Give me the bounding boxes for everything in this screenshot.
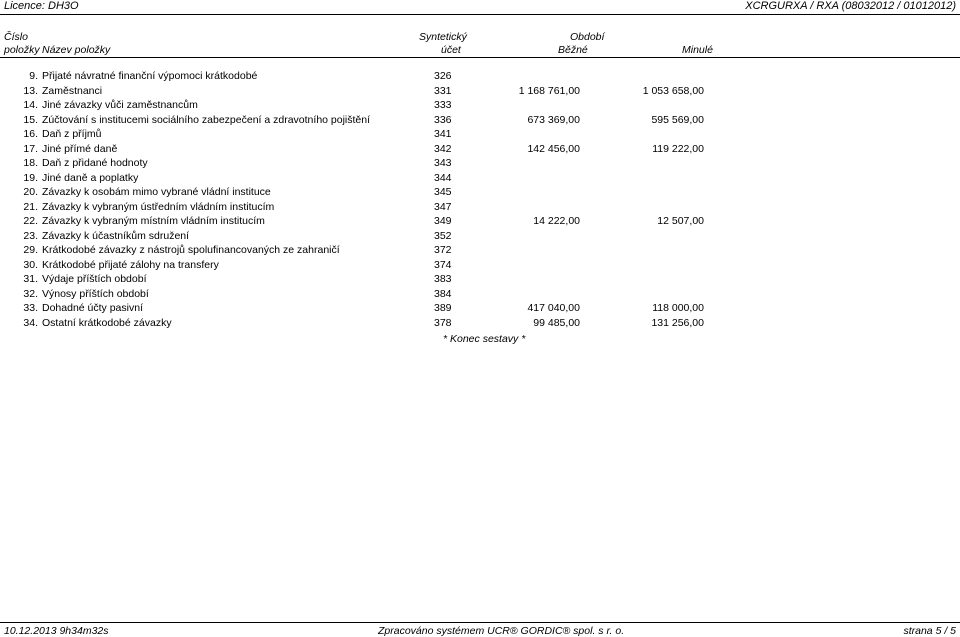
license-label: Licence: DH3O <box>4 0 79 12</box>
table-row <box>0 143 960 158</box>
row-minule-value: 119 222,00 <box>652 142 704 155</box>
report-code: XCRGURXA / RXA (08032012 / 01012012) <box>745 0 956 12</box>
row-number: 19. <box>23 171 38 184</box>
row-name: Jiné závazky vůči zaměstnancům <box>42 99 198 111</box>
row-number: 20. <box>23 186 38 198</box>
row-number: 9. <box>29 70 38 82</box>
report-top-bar <box>0 0 960 14</box>
row-number: 16. <box>23 128 38 140</box>
row-number: 31. <box>23 273 38 285</box>
row-bezne-value: 673 369,00 <box>527 113 580 126</box>
table-row <box>0 302 960 317</box>
row-account: 352 <box>434 229 452 242</box>
row-account: 342 <box>434 142 452 155</box>
col-bezne: Běžné <box>558 44 588 56</box>
row-bezne-value: 417 040,00 <box>527 302 580 314</box>
table-row <box>0 273 960 288</box>
row-account: 341 <box>434 128 452 140</box>
row-account: 378 <box>434 316 452 329</box>
row-account: 336 <box>434 113 452 126</box>
row-name: Ostatní krátkodobé závazky <box>42 316 172 329</box>
row-number: 22. <box>23 215 38 227</box>
table-row <box>0 172 960 187</box>
row-name: Výnosy příštích období <box>42 287 149 300</box>
row-name: Zúčtování s institucemi sociálního zabezpečení a zdravotního pojištění <box>42 113 371 126</box>
footer-processed-by: Zpracováno systémem UCR® GORDIC® spol. s r. o. <box>378 625 625 637</box>
row-account: 383 <box>434 273 452 285</box>
header-divider <box>0 57 960 58</box>
row-account: 326 <box>434 70 452 82</box>
row-account: 344 <box>434 171 452 184</box>
row-minule-value: 595 569,00 <box>651 113 704 126</box>
row-name: Krátkodobé přijaté zálohy na transfery <box>42 258 219 271</box>
row-bezne-value: 99 485,00 <box>533 316 580 329</box>
row-bezne-value: 1 168 761,00 <box>518 84 580 97</box>
col-name: Název položky <box>42 44 111 56</box>
row-account: 374 <box>434 258 452 271</box>
row-bezne-value: 14 222,00 <box>533 215 580 227</box>
row-name: Dohadné účty pasivní <box>42 302 143 314</box>
row-number: 23. <box>23 229 38 242</box>
table-row <box>0 128 960 143</box>
row-name: Závazky k účastníkům sdružení <box>42 229 190 242</box>
row-number: 30. <box>23 258 38 271</box>
table-row <box>0 201 960 216</box>
col-cislo-bottom: položky <box>4 44 40 56</box>
report-footer <box>0 625 960 637</box>
footer-page: strana 5 / 5 <box>903 625 956 637</box>
table-row <box>0 157 960 172</box>
table-row <box>0 114 960 129</box>
row-name: Jiné daně a poplatky <box>42 171 139 184</box>
col-synteticky-top: Syntetický <box>419 31 467 43</box>
row-number: 33. <box>23 302 38 314</box>
row-account: 349 <box>434 215 452 227</box>
table-row <box>0 99 960 114</box>
col-obdobi: Období <box>570 31 605 43</box>
row-number: 18. <box>23 157 38 169</box>
row-name: Závazky k osobám mimo vybrané vládní instituce <box>42 186 271 198</box>
row-name: Zaměstnanci <box>42 84 103 97</box>
row-number: 13. <box>23 84 38 97</box>
row-name: Přijaté návratné finanční výpomoci krátkodobé <box>42 70 258 82</box>
row-number: 34. <box>23 316 38 329</box>
row-account: 384 <box>434 287 452 300</box>
table-row <box>0 215 960 230</box>
row-name: Závazky k vybraným místním vládním institucím <box>42 215 265 227</box>
row-name: Daň z příjmů <box>42 128 102 140</box>
row-number: 32. <box>23 287 38 300</box>
row-account: 347 <box>434 200 452 213</box>
row-account: 343 <box>434 157 452 169</box>
row-number: 17. <box>23 142 38 155</box>
row-number: 14. <box>23 99 38 111</box>
row-account: 331 <box>434 84 452 97</box>
row-bezne-value: 142 456,00 <box>527 142 580 155</box>
row-name: Jiné přímé daně <box>42 142 118 155</box>
row-account: 389 <box>434 302 452 314</box>
end-of-report: * Konec sestavy * <box>443 333 526 345</box>
row-account: 333 <box>434 99 452 111</box>
footer-divider <box>0 622 960 623</box>
table-row <box>0 317 960 332</box>
row-minule-value: 118 000,00 <box>652 302 704 314</box>
row-number: 21. <box>23 200 38 213</box>
table-row <box>0 70 960 85</box>
table-row <box>0 288 960 303</box>
table-row <box>0 244 960 259</box>
row-name: Krátkodobé závazky z nástrojů spolufinancovaných ze zahraničí <box>42 244 340 256</box>
row-account: 372 <box>434 244 452 256</box>
row-minule-value: 131 256,00 <box>651 316 704 329</box>
table-row <box>0 85 960 100</box>
table-row <box>0 259 960 274</box>
row-number: 15. <box>23 113 38 126</box>
col-minule: Minulé <box>682 44 713 56</box>
row-minule-value: 1 053 658,00 <box>642 84 704 97</box>
col-synteticky-bottom: účet <box>441 44 461 56</box>
col-cislo-top: Číslo <box>4 31 28 43</box>
row-name: Výdaje příštích období <box>42 273 147 285</box>
row-name: Závazky k vybraným ústředním vládním institucím <box>42 200 275 213</box>
table-row <box>0 186 960 201</box>
row-name: Daň z přidané hodnoty <box>42 157 148 169</box>
row-minule-value: 12 507,00 <box>657 215 704 227</box>
top-divider <box>0 14 960 15</box>
table-row <box>0 230 960 245</box>
row-number: 29. <box>23 244 38 256</box>
footer-datetime: 10.12.2013 9h34m32s <box>4 625 109 637</box>
row-account: 345 <box>434 186 452 198</box>
